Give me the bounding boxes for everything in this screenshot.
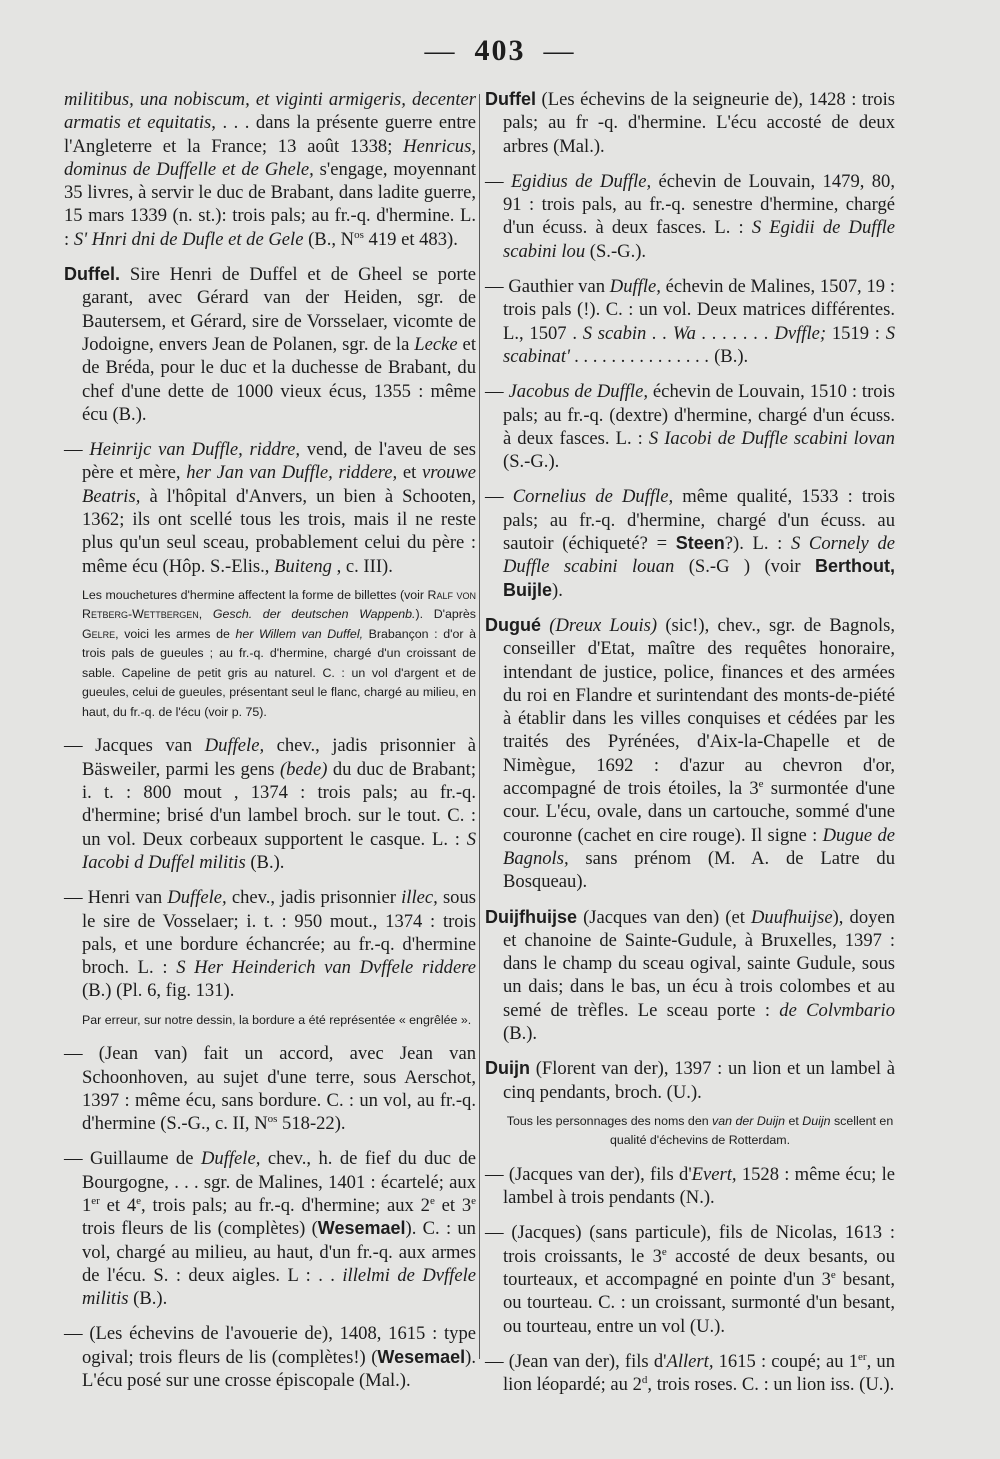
sub-entry-paragraph: — Egidius de Duffle, échevin de Louvain, 1479, 80, 91 : trois pals, au fr.-q. senestre d'hermine, chargé d'un écuss. à deux fasces. L. : S Egidii de Duffle scabini lou (S.-G.).	[485, 170, 896, 262]
sub-entry-paragraph: — Jacobus de Duffle, échevin de Louvain, 1510 : trois pals; au fr.-q. (dextre) d'hermine, chargé d'un écuss. à deux fasces. L. : S Iacobi de Duffle scabini lovan (S.-G.).	[485, 381, 895, 473]
page-number-header	[0, 34, 1000, 68]
entry-heading-paragraph: Duijn (Florent van der), 1397 : un lion et un lambel à cinq pendants, broch. (U.).	[485, 1058, 895, 1103]
column-divider	[479, 94, 480, 1359]
sub-entry-paragraph: — Jacques van Duffele, chev., jadis prisonnier à Bäsweiler, parmi les gens (bede) du duc de Brabant; i. t. : 800 mout , 1374 : trois pals; au fr.-q. d'hermine; brisé d'un lambel broch. sur le tout. C. : un vol. Deux corbeaux supportent le casque. L. : S Iacobi d Duffel militis (B.).	[64, 735, 477, 873]
header-dash-left: —	[424, 34, 457, 67]
entry-heading-paragraph: Dugué (Dreux Louis) (sic!), chev., sgr. de Bagnols, conseiller d'Etat, maître des requêtes honoraire, intendant de justice, police, finances et des armées du roi en Flandre et surintendant des monts-de-piété à établir dans les villes conquises et cédées par les traités des Pyrénées, d'Aix-la-Chapelle et de Nimègue, 1692 : d'azur au chevron d'or, accompagné de trois étoiles, la 3e surmontée d'une cour. L'écu, ovale, dans un cartouche, sommé d'une couronne (cachet en cire rouge). Il signe : Dugue de Bagnols, sans prénom (M. A. de Latre du Bosqueau).	[485, 614, 895, 893]
sub-entry-paragraph: — Heinrijc van Duffle, riddre, vend, de l'aveu de ses père et mère, her Jan van Duffle, riddere, et vrouwe Beatris, à l'hôpital d'Anvers, un bien à Schooten, 1362; ils ont scellé tous les trois, mais il ne reste plus qu'un seul sceau, probablement celui du père : même écu (Hôp. S.-Elis., Buiteng , c. III).	[64, 439, 476, 577]
left-column	[64, 88, 476, 1404]
sub-entry-paragraph: — (Les échevins de l'avouerie de), 1408, 1615 : type ogival; trois fleurs de lis (complètes!) (Wesemael). L'écu posé sur une crosse épiscopale (Mal.).	[64, 1323, 476, 1392]
right-column	[485, 88, 895, 1409]
footnote: Tous les personnages des noms den van der Duijn et Duijn scellent en qualité d'échevins de Rotterdam.	[506, 1113, 894, 1148]
sub-entry-paragraph: — Henri van Duffele, chev., jadis prisonnier illec, sous le sire de Vosselaer; i. t. : 950 mout., 1374 : trois pals, et une bordure échancrée; au fr.-q. d'hermine broch. L. : S Her Heinderich van Dvffele riddere (B.) (Pl. 6, fig. 131).	[64, 887, 477, 1002]
entry-heading-paragraph: Duijfhuijse (Jacques van den) (et Duufhuijse), doyen et chanoine de Sainte-Gudule, à Bruxelles, 1397 : dans le champ du sceau ogival, sainte Gudule, sous un dais; dans le bas, un écu à trois colombes et au semé de trèfles. Le sceau porte : de Colvmbario (B.).	[485, 906, 895, 1044]
page-number: 403	[474, 34, 526, 67]
sub-entry-paragraph: — Cornelius de Duffle, même qualité, 1533 : trois pals; au fr.-q. d'hermine, chargé d'un écuss. au sautoir (échiqueté? = Steen?). L. : S Cornely de Duffle scabini louan (S.-G ) (voir Berthout, Buijle).	[485, 486, 896, 601]
sub-entry-paragraph: — (Jacques) (sans particule), fils de Nicolas, 1613 : trois croissants, le 3e accosté de deux besants, ou tourteaux, et accompagné en pointe d'un 3e besant, ou tourteau. C. : un croissant, surmonté d'un besant, ou tourteau, entre un vol (U.).	[485, 1222, 896, 1337]
footnote: Par erreur, sur notre dessin, la bordure a été représentée « engrêlée ».	[82, 1012, 472, 1027]
entry-heading-paragraph: Duffel. Sire Henri de Duffel et de Gheel se porte garant, avec Gérard van der Heiden, sgr. de Bautersem, et Gérard, sire de Vorsselaer, vicomte de Jodoigne, envers Jean de Polanen, sgr. de la Lecke et de Bréda, pour le duc et la duchesse de Brabant, du chef d'une dette de 1000 vieux écus, 1355 : même écu (B.).	[64, 264, 476, 425]
header-dash-right: —	[543, 34, 576, 67]
continued-paragraph: militibus, una nobiscum, et viginti armigeris, decenter armatis et equitatis, . . . dans la présente guerre entre l'Angleterre et la France; 13 août 1338; Henricus, dominus de Duffelle et de Ghele, s'engage, moyennant 35 livres, à servir le duc de Brabant, dans ladite guerre, 15 mars 1339 (n. st.): trois pals; au fr.-q. d'hermine. L. : S' Hnri dni de Dufle et de Gele (B., $N^{os}$ 419 et 483).	[64, 89, 476, 250]
sub-entry-paragraph: — (Jacques van der), fils d'Evert, 1528 : même écu; le lambel à trois pendants (N.).	[485, 1163, 895, 1209]
sub-entry-paragraph: — (Jean van) fait un accord, avec Jean van Schoonhoven, au sujet d'une terre, sous Aerschot, 1397 : même écu, sans bordure. C. : un vol, au fr.-q. d'hermine (S.-G., c. II, $N^{os}$ 518-22).	[64, 1043, 476, 1135]
footnote: Les mouchetures d'hermine affectent la forme de billettes (voir Ralf von Retberg-Wettbergen, Gesch. der deutschen Wappenb.). D'après Gelre, voici les armes de her Willem van Duffel, Brabançon : d'or à trois pals de gueules ; au fr.-q. d'hermine, chargé d'un croissant de sable. Capeline de petit gris au naturel. C. : un vol d'argent et de gueules, celui de gueules, présentant seul le flanc, chargé au milieu, en haut, du fr.-q. de l'écu (voir p. 75).	[82, 587, 476, 719]
entry-heading-paragraph: Duffel (Les échevins de la seigneurie de), 1428 : trois pals; au fr -q. d'hermine. L'écu accosté de deux arbres (Mal.).	[485, 89, 895, 157]
sub-entry-paragraph: — Gauthier van Duffle, échevin de Malines, 1507, 19 : trois pals (!). C. : un vol. Deux matrices différentes. L., 1507 . S scabin . . Wa . . . . . . . Dvffle; 1519 : S scabinat' . . . . . . . . . . . . . . . (B.).	[485, 276, 895, 367]
sub-entry-paragraph: — Guillaume de Duffele, chev., h. de fief du duc de Bourgogne, . . . sgr. de Malines, 1401 : écartelé; aux 1er et 4e, trois pals; au fr.-q. d'hermine; aux 2e et 3e trois fleurs de lis (complètes) (Wesemael). C. : un vol, chargé au milieu, au haut, d'un fr.-q. aux armes de l'écu. S. : deux aigles. L : . . illelmi de Dvffele militis (B.).	[64, 1148, 477, 1310]
sub-entry-paragraph: — (Jean van der), fils d'Allert, 1615 : coupé; au 1er, un lion léopardé; au 2$^d$, trois roses. C. : un lion iss. (U.).	[485, 1350, 895, 1396]
